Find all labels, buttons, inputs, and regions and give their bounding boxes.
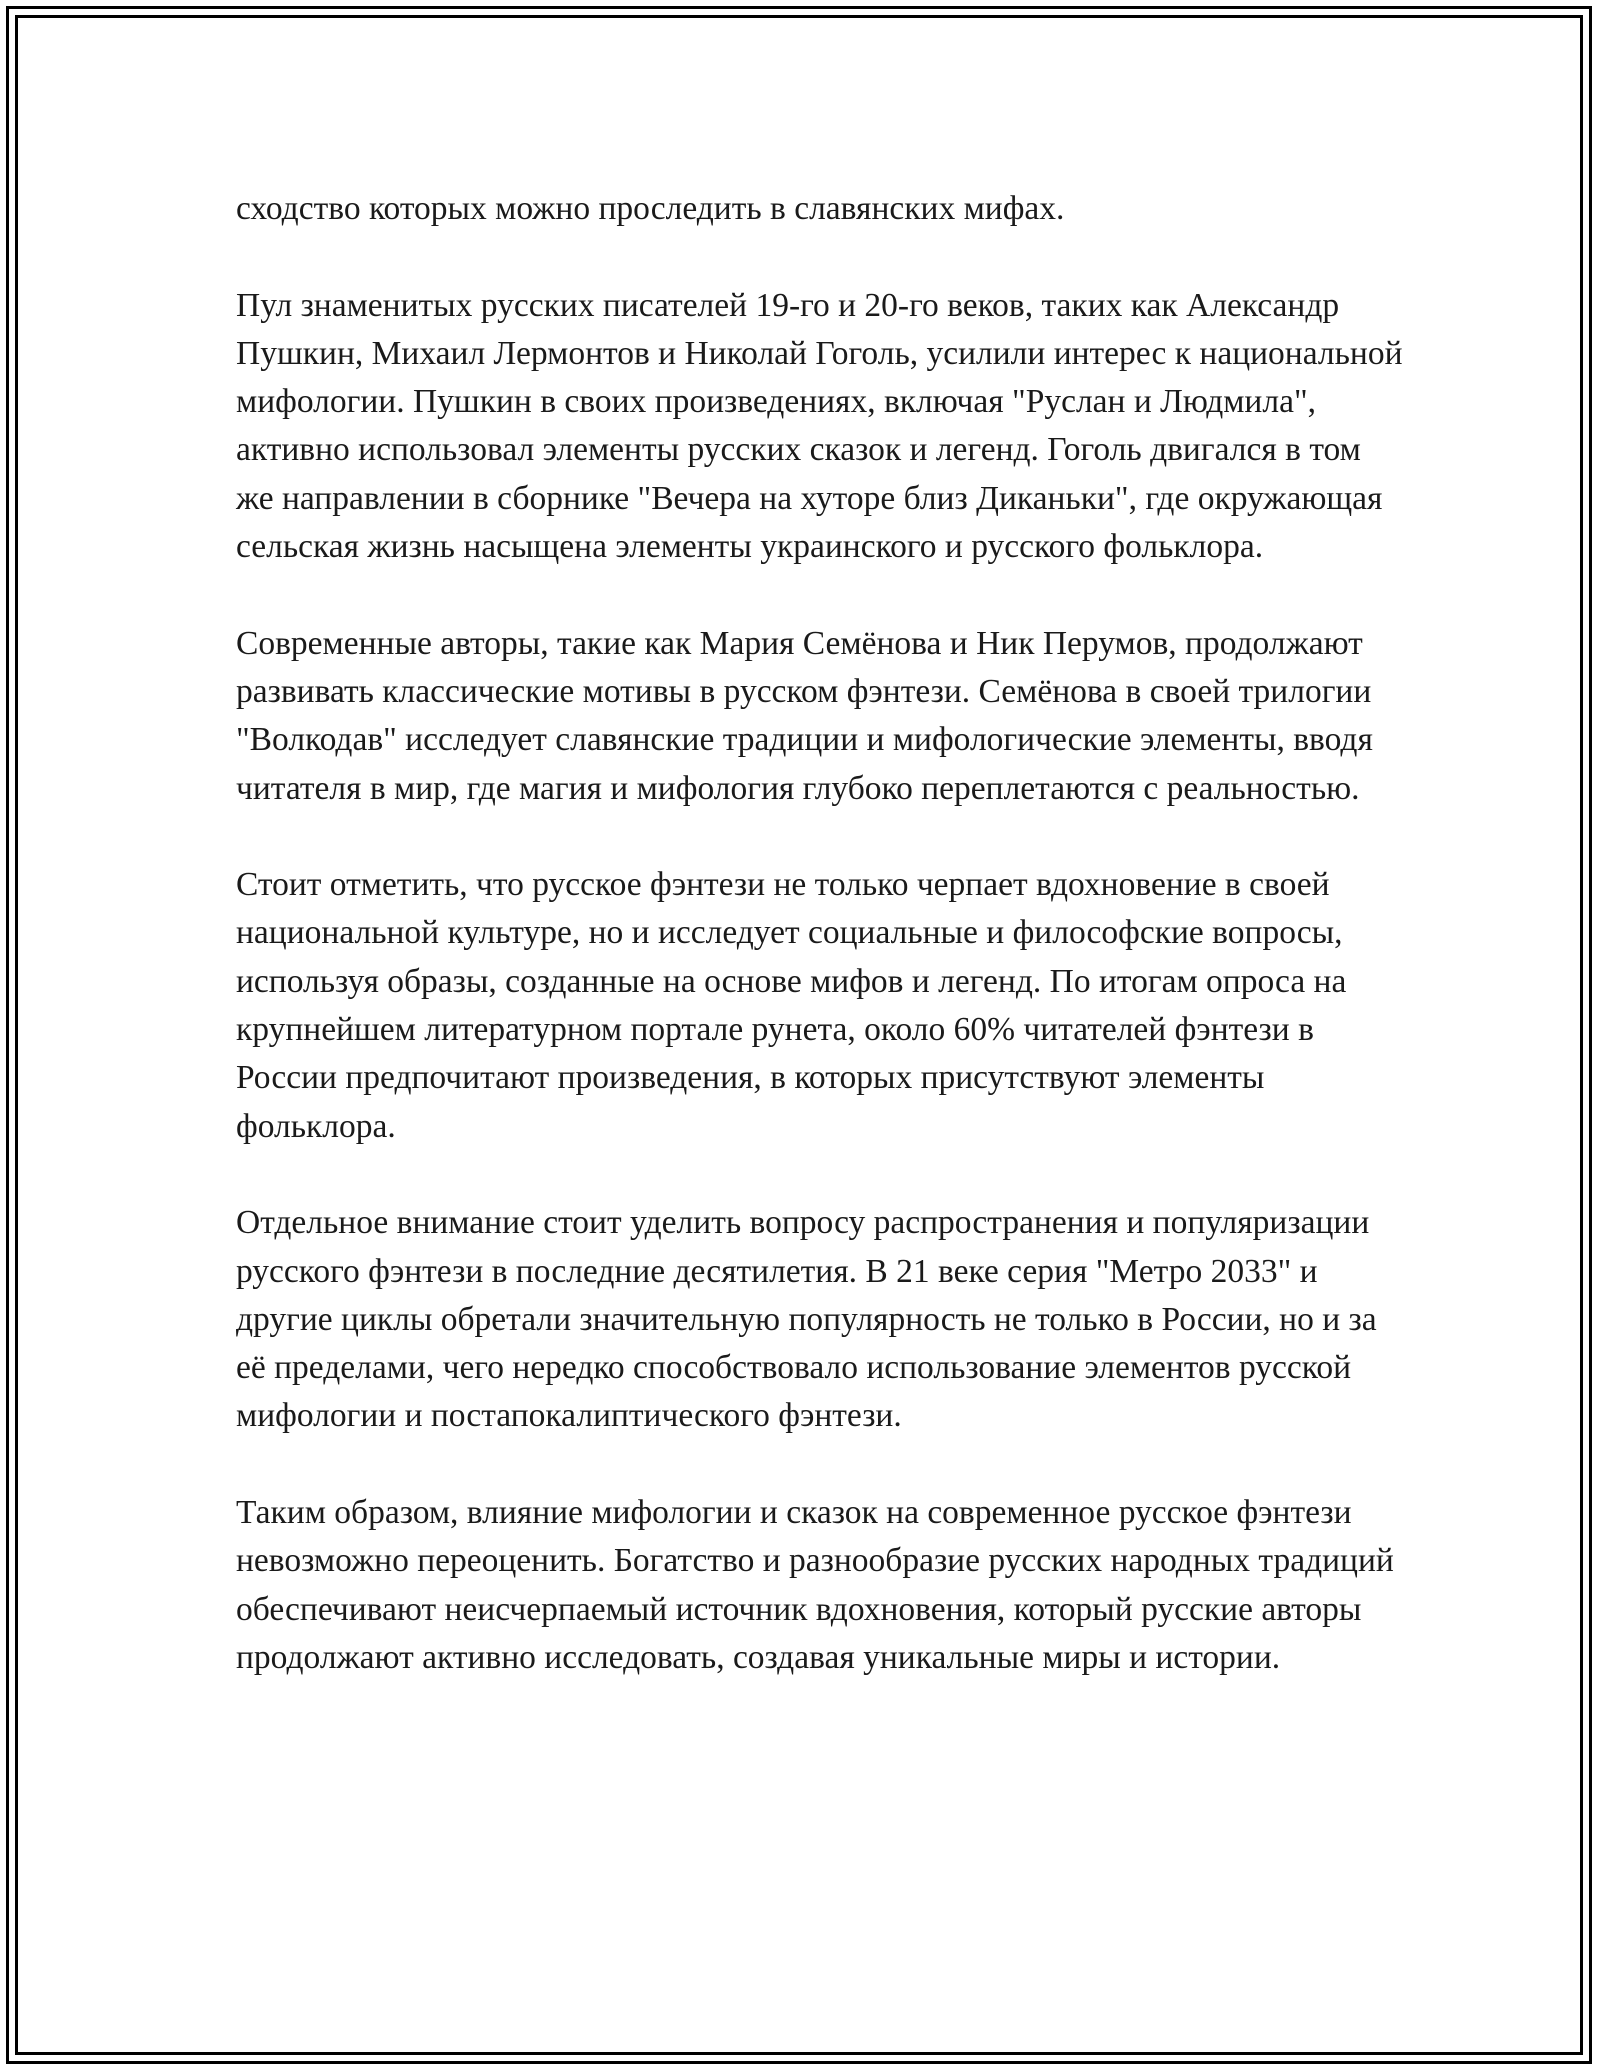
paragraph-3: Современные авторы, такие как Мария Семёнова и Ник Перумов, продолжают развивать классические мотивы в русском фэнтези. Семёнова в своей трилогии "Волкодав" исследует славянские традиции и мифологические элементы, вводя читателя в мир, где магия и мифология глубоко переплетаются с реальностью. xyxy=(236,624,1373,807)
paragraph-5: Отдельное внимание стоит уделить вопросу распространения и популяризации русского фэнтези в последние десятилетия. В 21 веке серия "Метро 2033" и другие циклы обретали значительную популярность не только в России, но и за её пределами, чего нередко способствовало использование элементов русской мифологии и постапокалиптического фэнтези. xyxy=(236,1204,1377,1435)
paragraph-4: Стоит отметить, что русское фэнтези не только черпает вдохновение в своей национальной культуре, но и исследует социальные и философские вопросы, используя образы, созданные на основе мифов и легенд. По итогам опроса на крупнейшем литературном портале рунета, около 60% читателей фэнтези в России предпочитают произведения, в которых присутствуют элементы фольклора. xyxy=(236,866,1347,1145)
paragraph-6: Таким образом, влияние мифологии и сказок на современное русское фэнтези невозможно переоценить. Богатство и разнообразие русских народных традиций обеспечивают неисчерпаемый источник вдохновения, который русские авторы продолжают активно исследовать, создавая уникальные миры и истории. xyxy=(236,1494,1394,1676)
paragraph-1: сходство которых можно проследить в славянских мифах. xyxy=(236,190,1065,227)
document-body xyxy=(236,185,1406,1682)
paragraph-2: Пул знаменитых русских писателей 19-го и 20-го веков, таких как Александр Пушкин, Михаил Лермонтов и Николай Гоголь, усилили интерес к национальной мифологии. Пушкин в своих произведениях, включая "Руслан и Людмила", активно использовал элементы русских сказок и легенд. Гоголь двигался в том же направлении в сборнике "Вечера на хуторе близ Диканьки", где окружающая сельская жизнь насыщена элементы украинского и русского фольклора. xyxy=(236,286,1403,566)
